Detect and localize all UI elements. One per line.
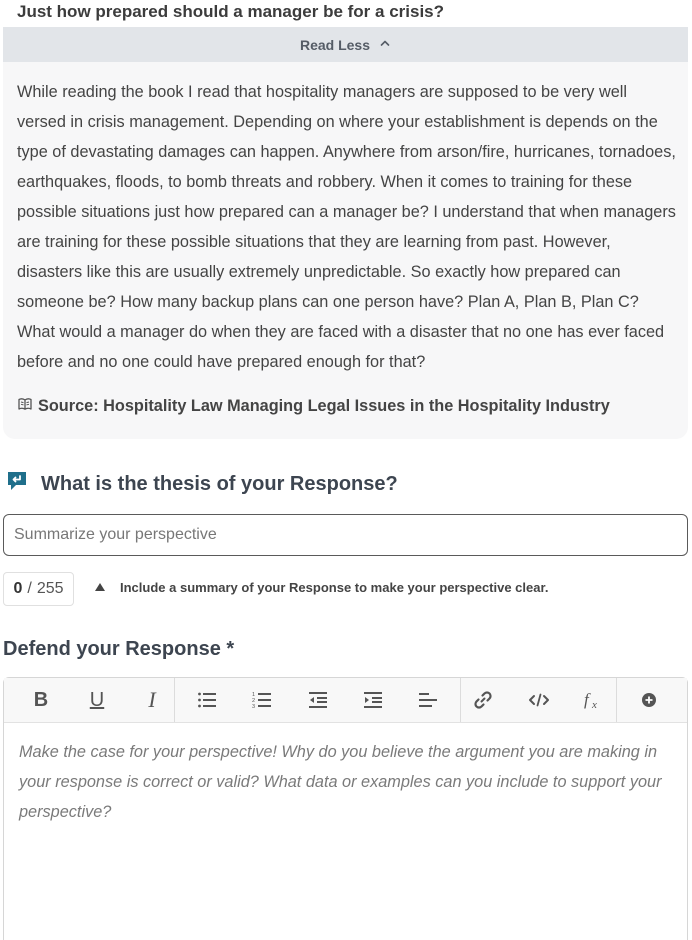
italic-button[interactable]: I <box>148 687 156 712</box>
editor-toolbar <box>4 678 687 723</box>
character-max: 255 <box>36 580 64 597</box>
align-left-icon[interactable] <box>411 678 445 722</box>
svg-text:2: 2 <box>252 698 256 704</box>
svg-text:1: 1 <box>252 692 256 698</box>
defend-editor <box>3 677 688 940</box>
svg-text:x: x <box>592 699 597 710</box>
underline-button[interactable]: U <box>89 688 105 711</box>
prompt-body: While reading the book I read that hospitality managers are supposed to be very well versed in crisis management. Depending on where your establishment is depends on the type of devastating damages can happen. Anywhere from arson/fire, hurricanes, tornadoes, earthquakes, floods, to bomb threats and robbery. When it comes to training for these possible situations just how prepared can a manager be? I understand that when managers are training for these possible situations that they are learning from past. However, disasters like this are usually extremely unpredictable. So exactly how prepared can someone be? How many backup plans can one person have? Plan A, Plan B, Plan C? What would a manager do when they are faced with a disaster that no one has ever faced before and no one could have prepared enough for that? <box>17 83 676 371</box>
read-less-button[interactable] <box>3 27 688 62</box>
defend-heading: Defend your Response * <box>3 638 235 660</box>
link-icon[interactable] <box>466 678 500 722</box>
thesis-hint-text: Include a summary of your Response to make your perspective clear. <box>120 580 549 595</box>
indent-icon[interactable] <box>356 678 390 722</box>
source-line <box>17 396 610 417</box>
chat-reply-icon <box>5 469 29 499</box>
outdent-icon[interactable] <box>301 678 335 722</box>
svg-text:f: f <box>584 690 589 709</box>
bold-button[interactable]: B <box>33 688 49 711</box>
thesis-heading-text: What is the thesis of your Response? <box>41 472 398 495</box>
thesis-input[interactable] <box>3 514 688 556</box>
thesis-heading <box>5 469 398 499</box>
add-icon[interactable] <box>632 678 666 722</box>
source-text: Source: Hospitality Law Managing Legal Issues in the Hospitality Industry <box>38 397 610 415</box>
character-count: 0 <box>13 580 23 597</box>
character-counter: 0 / 255 <box>3 572 74 606</box>
code-icon[interactable] <box>522 678 556 722</box>
triangle-up-icon <box>94 580 106 595</box>
defend-editor-input[interactable]: Make the case for your perspective! Why do you believe the argument you are making in your response is correct or valid? What data or examples can you include to support your perspective? <box>19 743 662 821</box>
bullet-list-icon[interactable] <box>190 678 224 722</box>
numbered-list-icon[interactable] <box>245 678 279 722</box>
chevron-up-icon <box>379 36 391 54</box>
prompt-card <box>3 27 688 439</box>
read-less-label: Read Less <box>299 36 371 53</box>
formula-icon[interactable] <box>577 678 611 722</box>
prompt-title: Just how prepared should a manager be for a crisis? <box>17 2 445 21</box>
book-icon <box>17 396 33 417</box>
svg-text:3: 3 <box>252 704 256 709</box>
thesis-hint <box>94 580 548 595</box>
